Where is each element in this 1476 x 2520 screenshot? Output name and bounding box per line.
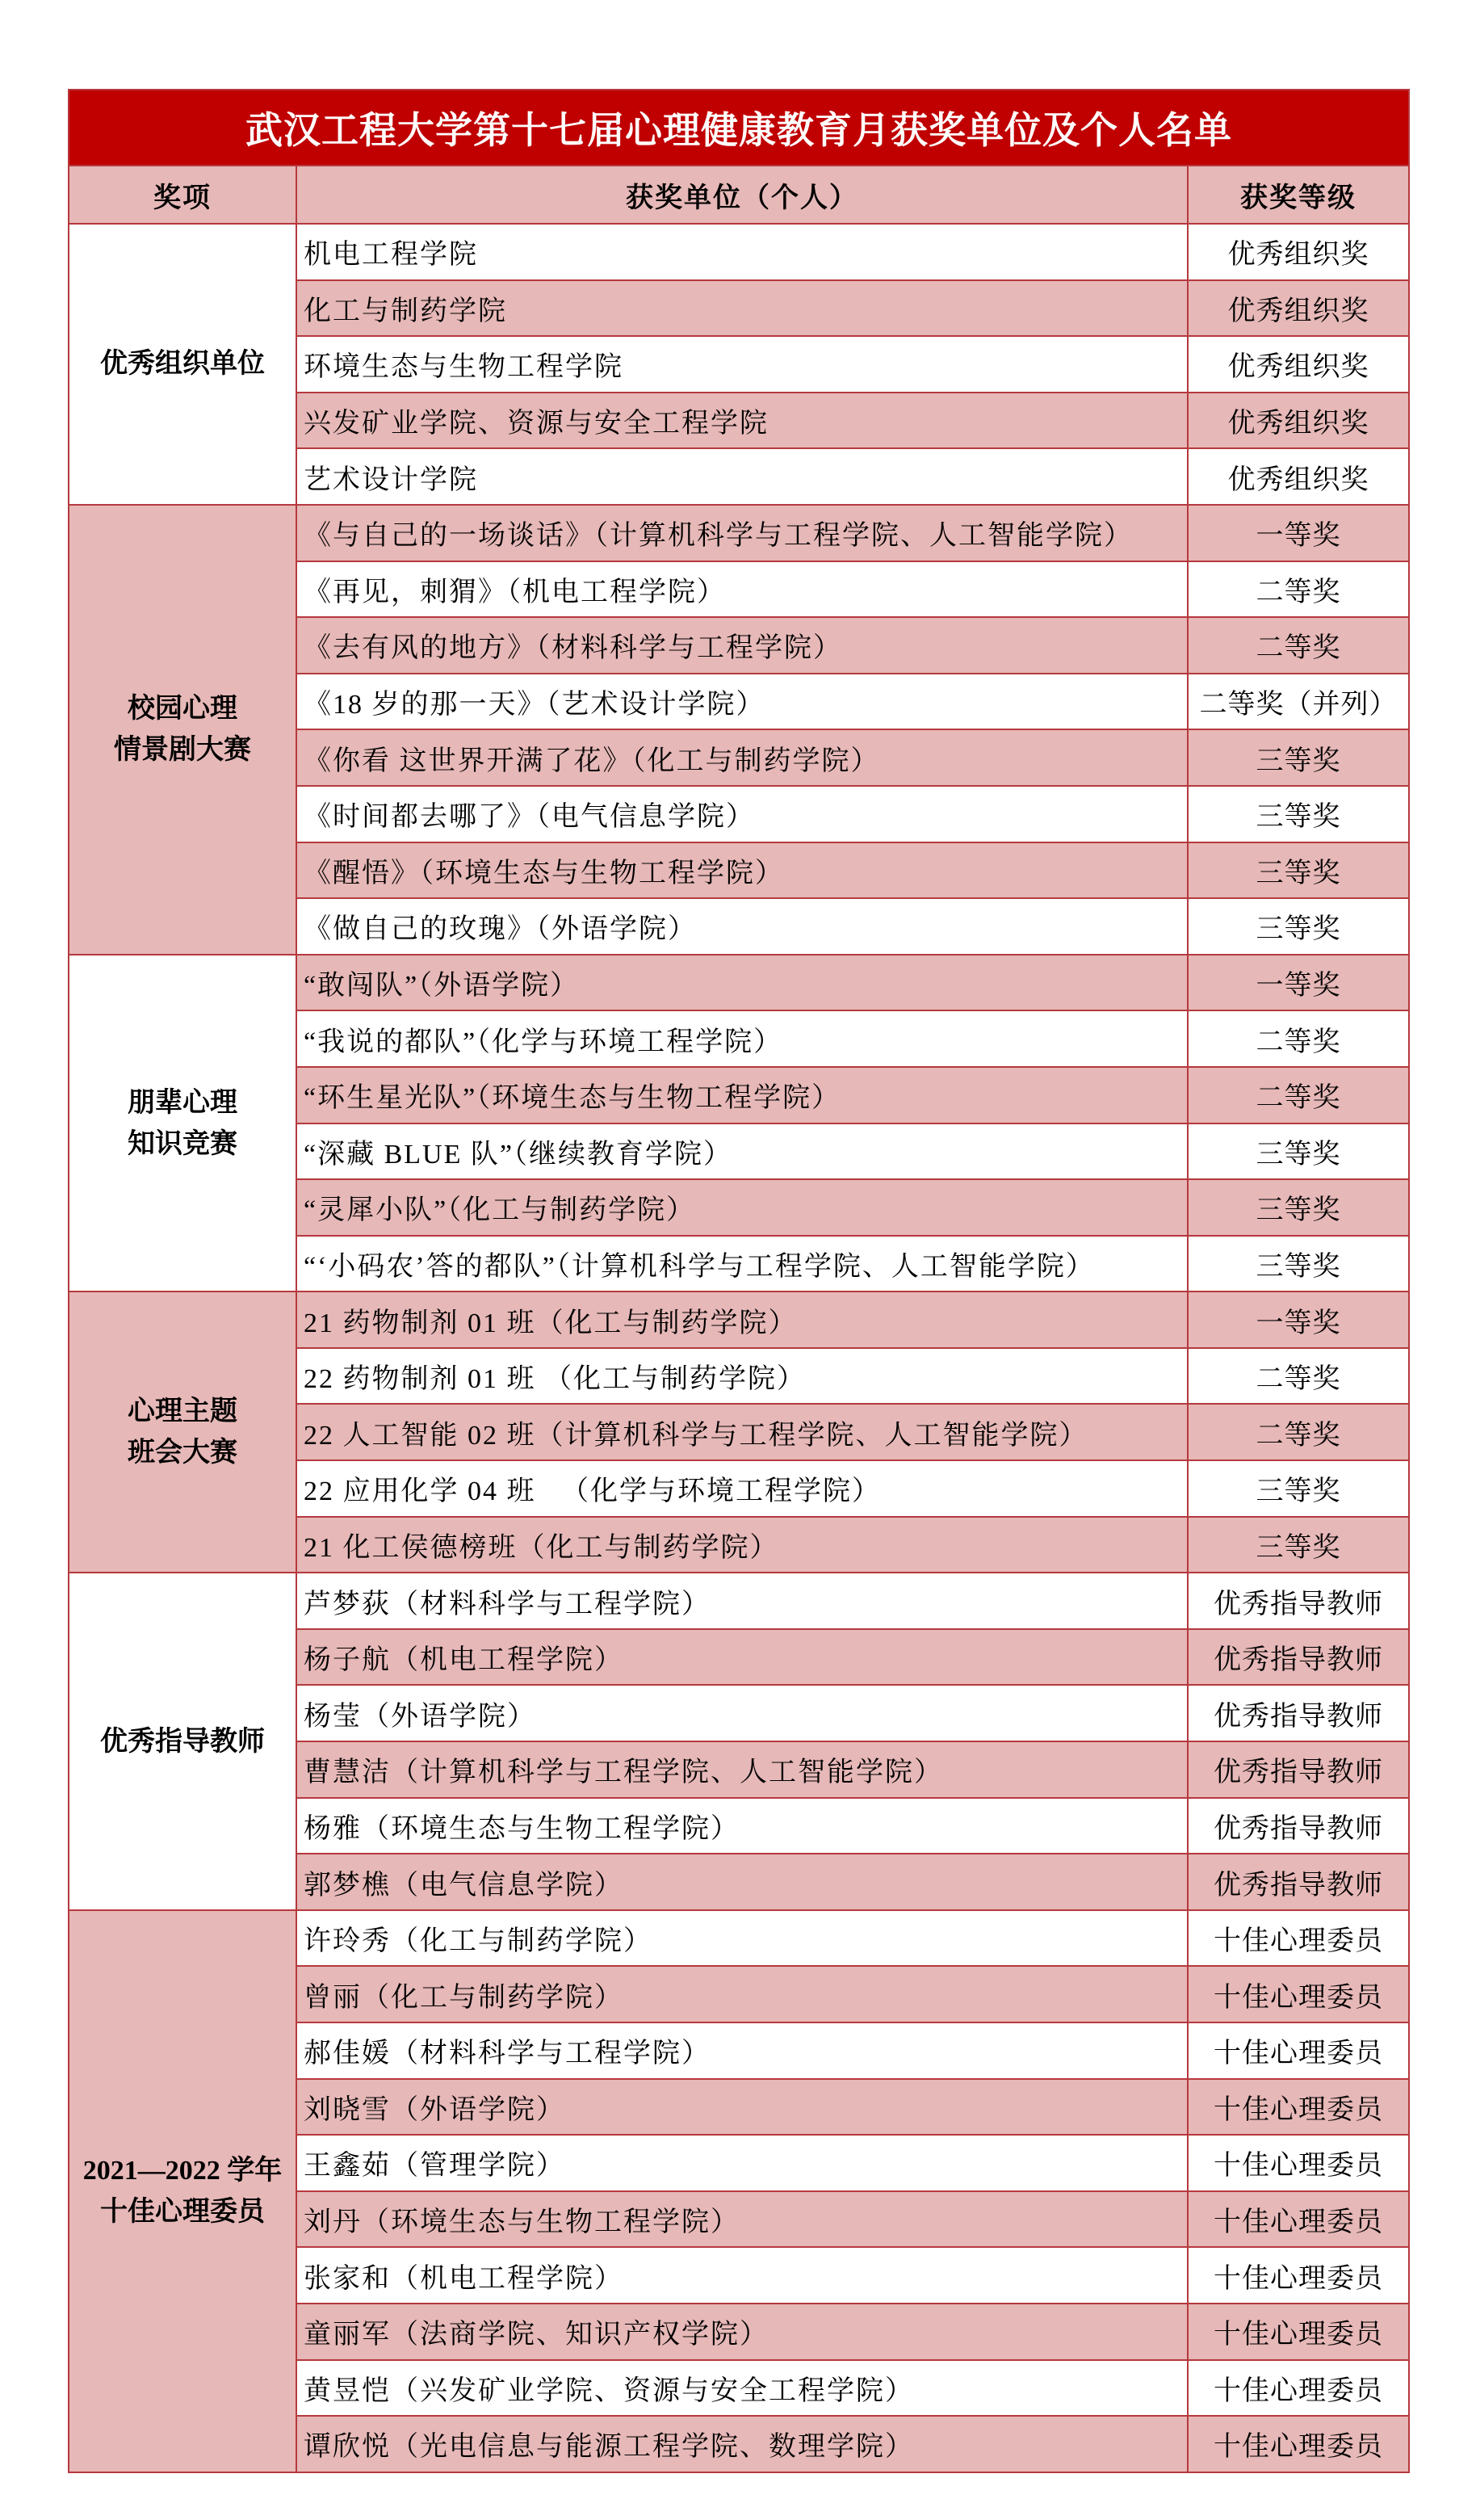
winner-cell: 芦梦荻（材料科学与工程学院）	[296, 1573, 1188, 1629]
group-label: 优秀指导教师	[100, 1726, 265, 1757]
table-row	[69, 1573, 1409, 1629]
header-level: 获奖等级	[1188, 166, 1409, 224]
winner-cell: 杨雅（环境生态与生物工程学院）	[296, 1798, 1188, 1854]
winner-cell: 曾丽（化工与制药学院）	[296, 1966, 1188, 2022]
winner-cell: 刘丹（环境生态与生物工程学院）	[296, 2191, 1188, 2248]
level-cell: 优秀组织奖	[1188, 448, 1409, 505]
group-label: 优秀组织单位	[100, 349, 265, 380]
level-cell: 三等奖	[1188, 1179, 1409, 1236]
level-cell: 优秀指导教师	[1188, 1741, 1409, 1798]
winner-cell: 《与自己的一场谈话》（计算机科学与工程学院、人工智能学院）	[296, 505, 1188, 561]
level-cell: 十佳心理委员	[1188, 2135, 1409, 2191]
level-cell: 优秀组织奖	[1188, 224, 1409, 280]
winner-cell: “敢闯队”（外语学院）	[296, 955, 1188, 1011]
level-cell: 十佳心理委员	[1188, 2022, 1409, 2079]
winner-cell: 《18 岁的那一天》（艺术设计学院）	[296, 674, 1188, 730]
level-cell: 十佳心理委员	[1188, 2360, 1409, 2417]
winner-cell: 22 应用化学 04 班 （化学与环境工程学院）	[296, 1460, 1188, 1517]
level-cell: 三等奖	[1188, 1460, 1409, 1517]
level-cell: 三等奖	[1188, 1124, 1409, 1180]
level-cell: 二等奖	[1188, 1404, 1409, 1460]
group-label-line: 班会大赛	[128, 1438, 237, 1468]
winner-cell: 郭梦樵（电气信息学院）	[296, 1854, 1188, 1910]
winner-cell: 童丽军（法商学院、知识产权学院）	[296, 2304, 1188, 2360]
table-row	[69, 955, 1409, 1011]
level-cell: 二等奖	[1188, 1010, 1409, 1067]
winner-cell: 王鑫茹（管理学院）	[296, 2135, 1188, 2191]
level-cell: 三等奖	[1188, 898, 1409, 955]
level-cell: 十佳心理委员	[1188, 2079, 1409, 2136]
winner-cell: “‘小码农’答的都队”（计算机科学与工程学院、人工智能学院）	[296, 1236, 1188, 1292]
winner-cell: 杨莹（外语学院）	[296, 1685, 1188, 1741]
winner-cell: 《你看 这世界开满了花》（化工与制药学院）	[296, 729, 1188, 786]
winner-cell: 21 化工侯德榜班（化工与制药学院）	[296, 1517, 1188, 1573]
winner-cell: 黄昱恺（兴发矿业学院、资源与安全工程学院）	[296, 2360, 1188, 2417]
header-winner: 获奖单位（个人）	[296, 166, 1188, 224]
level-cell: 十佳心理委员	[1188, 1966, 1409, 2022]
level-cell: 一等奖	[1188, 505, 1409, 561]
level-cell: 优秀指导教师	[1188, 1629, 1409, 1686]
level-cell: 二等奖	[1188, 1348, 1409, 1405]
level-cell: 优秀指导教师	[1188, 1685, 1409, 1741]
group-cell-excellent-organization	[69, 224, 296, 505]
level-cell: 三等奖	[1188, 842, 1409, 899]
table-row	[69, 1292, 1409, 1348]
level-cell: 三等奖	[1188, 1517, 1409, 1573]
group-cell-excellent-instructor	[69, 1573, 296, 1910]
level-cell: 十佳心理委员	[1188, 2247, 1409, 2304]
level-cell: 优秀组织奖	[1188, 280, 1409, 337]
level-cell: 二等奖（并列）	[1188, 674, 1409, 730]
table-title: 武汉工程大学第十七届心理健康教育月获奖单位及个人名单	[69, 90, 1409, 166]
level-cell: 十佳心理委员	[1188, 2191, 1409, 2248]
title-row	[69, 90, 1409, 166]
winner-cell: 杨子航（机电工程学院）	[296, 1629, 1188, 1686]
group-label-line: 朋辈心理	[128, 1087, 237, 1118]
group-cell-peer-knowledge-contest	[69, 955, 296, 1292]
winner-cell: 曹慧洁（计算机科学与工程学院、人工智能学院）	[296, 1741, 1188, 1798]
winner-cell: 兴发矿业学院、资源与安全工程学院	[296, 393, 1188, 449]
group-label-line: 情景剧大赛	[114, 735, 251, 766]
level-cell: 十佳心理委员	[1188, 2416, 1409, 2472]
winner-cell: 22 人工智能 02 班（计算机科学与工程学院、人工智能学院）	[296, 1404, 1188, 1460]
winner-cell: 张家和（机电工程学院）	[296, 2247, 1188, 2304]
level-cell: 二等奖	[1188, 1067, 1409, 1124]
group-label-line: 知识竞赛	[128, 1128, 237, 1159]
table-row	[69, 505, 1409, 561]
header-category: 奖项	[69, 166, 296, 224]
group-cell-class-meeting-contest	[69, 1292, 296, 1573]
group-cell-top-ten-committee	[69, 1910, 296, 2472]
level-cell: 二等奖	[1188, 617, 1409, 674]
winner-cell: 谭欣悦（光电信息与能源工程学院、数理学院）	[296, 2416, 1188, 2472]
level-cell: 优秀指导教师	[1188, 1798, 1409, 1854]
winner-cell: 刘晓雪（外语学院）	[296, 2079, 1188, 2136]
winner-cell: 《再见，刺猬》（机电工程学院）	[296, 561, 1188, 618]
level-cell: 一等奖	[1188, 955, 1409, 1011]
group-label-line: 心理主题	[128, 1396, 237, 1427]
table-row	[69, 224, 1409, 280]
winner-cell: 《时间都去哪了》（电气信息学院）	[296, 786, 1188, 842]
level-cell: 优秀组织奖	[1188, 393, 1409, 449]
level-cell: 十佳心理委员	[1188, 2304, 1409, 2360]
winner-cell: 《去有风的地方》（材料科学与工程学院）	[296, 617, 1188, 674]
winner-cell: 郝佳媛（材料科学与工程学院）	[296, 2022, 1188, 2079]
winner-cell: 环境生态与生物工程学院	[296, 336, 1188, 393]
winner-cell: “灵犀小队”（化工与制药学院）	[296, 1179, 1188, 1236]
winner-cell: 许玲秀（化工与制药学院）	[296, 1910, 1188, 1967]
header-row	[69, 166, 1409, 224]
winner-cell: “深藏 BLUE 队”（继续教育学院）	[296, 1124, 1188, 1180]
level-cell: 优秀指导教师	[1188, 1854, 1409, 1910]
winner-cell: 机电工程学院	[296, 224, 1188, 280]
winner-cell: “我说的都队”（化学与环境工程学院）	[296, 1010, 1188, 1067]
winner-cell: 22 药物制剂 01 班 （化工与制药学院）	[296, 1348, 1188, 1405]
level-cell: 二等奖	[1188, 561, 1409, 618]
group-cell-psychodrama-contest	[69, 505, 296, 955]
group-label-line: 校园心理	[128, 694, 237, 724]
level-cell: 三等奖	[1188, 786, 1409, 842]
level-cell: 优秀组织奖	[1188, 336, 1409, 393]
level-cell: 十佳心理委员	[1188, 1910, 1409, 1967]
level-cell: 三等奖	[1188, 729, 1409, 786]
winner-cell: 艺术设计学院	[296, 448, 1188, 505]
winner-cell: 《做自己的玫瑰》（外语学院）	[296, 898, 1188, 955]
winner-cell: 《醒悟》（环境生态与生物工程学院）	[296, 842, 1188, 899]
winner-cell: 21 药物制剂 01 班（化工与制药学院）	[296, 1292, 1188, 1348]
group-label-line: 十佳心理委员	[100, 2196, 265, 2227]
winner-cell: 化工与制药学院	[296, 280, 1188, 337]
winner-cell: “环生星光队”（环境生态与生物工程学院）	[296, 1067, 1188, 1124]
group-label-line: 2021—2022 学年	[82, 2155, 283, 2186]
level-cell: 三等奖	[1188, 1236, 1409, 1292]
level-cell: 一等奖	[1188, 1292, 1409, 1348]
table-row	[69, 1910, 1409, 1967]
level-cell: 优秀指导教师	[1188, 1573, 1409, 1629]
award-table	[68, 89, 1410, 2473]
